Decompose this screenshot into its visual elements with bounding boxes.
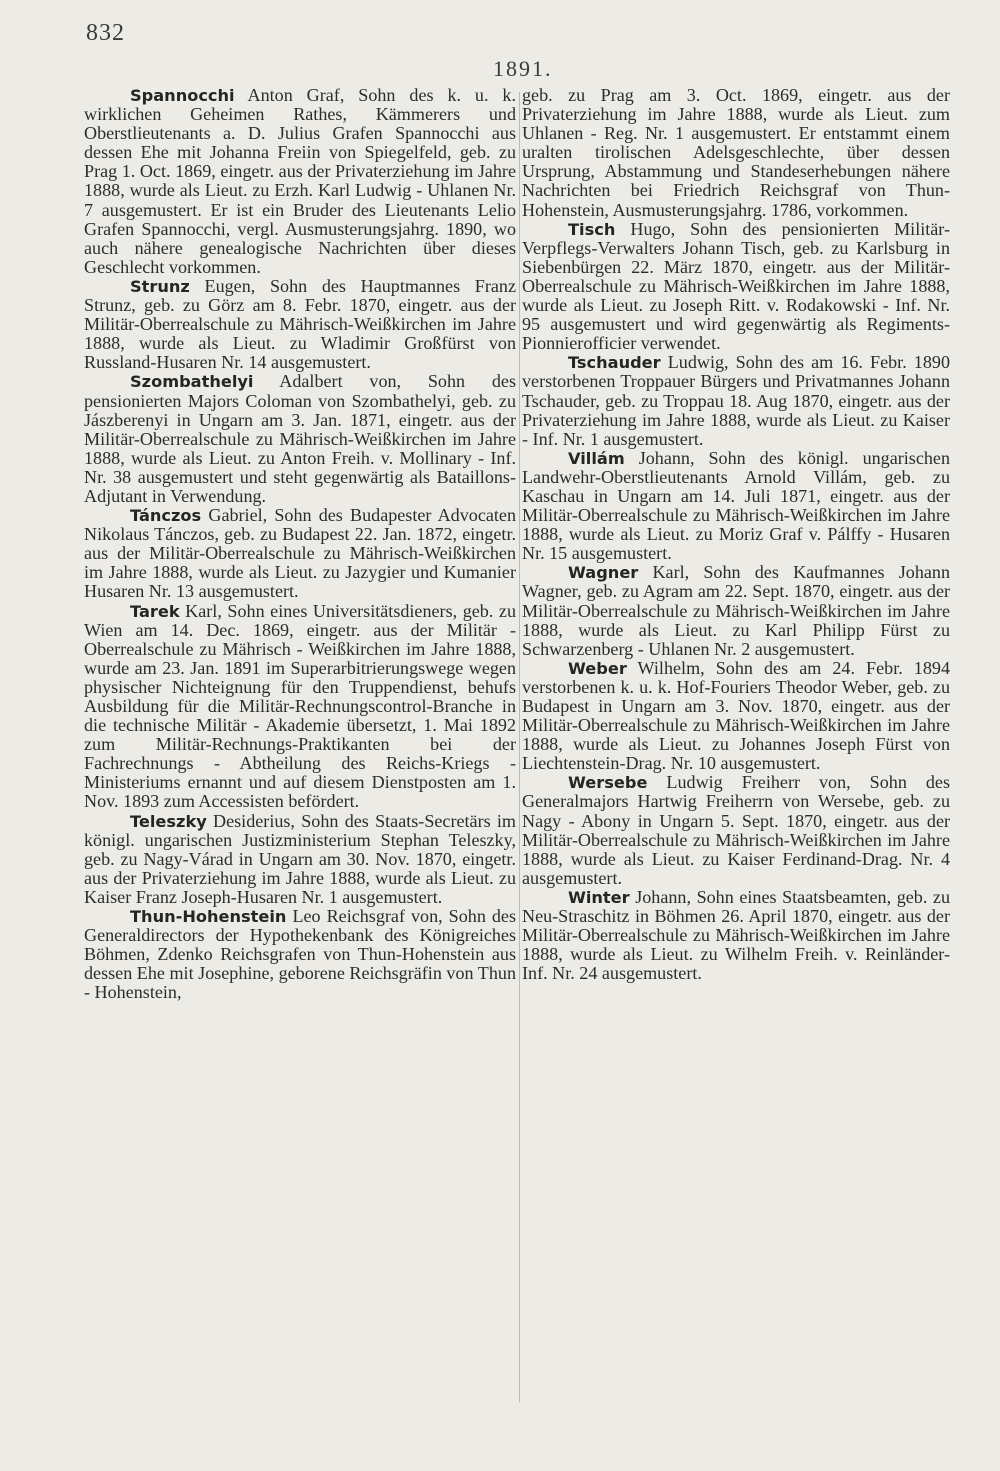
register-entry [84, 86, 516, 277]
entry-text: Leo Reichsgraf von, Sohn des Generaldirectors der Hypothekenbank des Königreiches Böhmen, Zdenko Reichsgrafen von Thun-Hohenstein aus dessen Ehe mit Josephine, geborene Reichsgräfin von Thun - Hohenstein, [84, 906, 516, 1003]
entry-name: Teleszky [130, 811, 207, 831]
entry-name: Winter [568, 887, 630, 907]
entry-name: Wersebe [568, 773, 648, 793]
entry-text: Desiderius, Sohn des Staats-Secretärs im königl. ungarischen Justizministerium Stephan Teleszky, geb. zu Nagy-Várad in Ungarn am 30. Nov. 1870, eingetr. aus der Privaterziehung im Jahre 1888, wurde als Lieut. zu Kaiser Franz Joseph-Husaren Nr. 1 ausgemustert. [84, 810, 516, 907]
column-divider [519, 92, 520, 1402]
register-entry [522, 449, 950, 564]
register-entry [84, 602, 516, 812]
page-year-heading: 1891. [493, 56, 553, 81]
entry-text: Wilhelm, Sohn des am 24. Febr. 1894 verstorbenen k. u. k. Hof-Fouriers Theodor Weber, geb. zu Budapest in Ungarn am 3. Nov. 1870, eingetr. aus der Militär-Oberrealschule zu Mährisch-Weißkirchen im Jahre 1888, wurde als Lieut. zu Johannes Joseph Fürst von Liechtenstein-Drag. Nr. 10 ausgemustert. [522, 657, 950, 774]
entry-name: Tánczos [130, 506, 202, 526]
left-column [84, 86, 516, 1003]
register-entry [84, 812, 516, 907]
register-entry [84, 907, 516, 1002]
register-entry [522, 86, 950, 220]
register-entry [522, 353, 950, 448]
register-entry [84, 277, 516, 372]
entry-text: Gabriel, Sohn des Budapester Advocaten Nikolaus Tánczos, geb. zu Budapest 22. Jan. 1872, eingetr. aus der Militär-Oberrealschule zu Mährisch-Weißkirchen im Jahre 1888, wurde als Lieut. zu Jazygier und Kumanier Husaren Nr. 13 ausgemustert. [84, 505, 516, 602]
entry-text: Johann, Sohn des königl. ungarischen Landwehr-Oberstlieutenants Arnold Villám, geb. zu Kaschau in Ungarn am 14. Juli 1871, eingetr. aus der Militär-Oberrealschule zu Mährisch-Weißkirchen im Jahre 1888, wurde als Lieut. zu Moriz Graf v. Pálffy - Husaren Nr. 15 ausgemustert. [522, 447, 950, 564]
entry-name: Tisch [568, 219, 616, 239]
entry-text: geb. zu Prag am 3. Oct. 1869, eingetr. aus der Privaterziehung im Jahre 1888, wurde als Lieut. zum Uhlanen - Reg. Nr. 1 ausgemustert. Er entstammt einem uralten tirolischen Adelsgeschlechte, über dessen Ursprung, Abstammung und Standeserhebungen nähere Nachrichten bei Friedrich Reichsgraf von Thun-Hohenstein, Ausmusterungsjahrg. 1786, vorkommen. [522, 85, 950, 220]
entry-name: Wagner [568, 563, 639, 583]
entry-text: Ludwig, Sohn des am 16. Febr. 1890 verstorbenen Troppauer Bürgers und Privatmannes Johann Tschauder, geb. zu Troppau 18. Aug 1870, eingetr. aus der Privaterziehung im Jahre 1888, wurde als Lieut. zu Kaiser - Inf. Nr. 1 ausgemustert. [522, 352, 950, 449]
register-entry [84, 372, 516, 506]
register-entry [522, 563, 950, 658]
entry-name: Szombathelyi [130, 372, 254, 392]
entry-text: Karl, Sohn des Kaufmannes Johann Wagner, geb. zu Agram am 22. Sept. 1870, eingetr. aus der Militär-Oberrealschule zu Mährisch-Weißkirchen im Jahre 1888, wurde als Lieut. zu Karl Philipp Fürst zu Schwarzenberg - Uhlanen Nr. 2 ausgemustert. [522, 562, 950, 659]
register-entry [522, 773, 950, 888]
entry-name: Strunz [130, 276, 190, 296]
register-entry [522, 659, 950, 774]
entry-text: Anton Graf, Sohn des k. u. k. wirklichen Geheimen Rathes, Kämmerers und Oberstlieutenants a. D. Julius Grafen Spannocchi aus dessen Ehe mit Johanna Freiin von Spiegelfeld, geb. zu Prag 1. Oct. 1869, eingetr. aus der Privaterziehung im Jahre 1888, wurde als Lieut. zu Erzh. Karl Ludwig - Uhlanen Nr. 7 ausgemustert. Er ist ein Bruder des Lieutenants Lelio Grafen Spannocchi, vergl. Ausmusterungsjahrg. 1890, wo auch nähere genealogische Nachrichten über dieses Geschlecht vorkommen. [84, 85, 516, 277]
register-entry [522, 220, 950, 354]
entry-text: Karl, Sohn eines Universitätsdieners, geb. zu Wien am 14. Dec. 1869, eingetr. aus der Militär - Oberrealschule zu Mährisch - Weißkirchen im Jahre 1888, wurde am 23. Jan. 1891 im Superarbitrierungswege wegen physischer Nichteignung für den Truppendienst, behufs Ausbildung für die Militär-Rechnungscontrol-Branche in die technische Militär - Akademie übersetzt, 1. Mai 1892 zum Militär-Rechnungs-Praktikanten bei der Fachrechnungs - Abtheilung des Reichs-Kriegs - Ministeriums ernannt und auf diesem Dienstposten am 1. Nov. 1893 zum Accessisten befördert. [84, 600, 516, 812]
entry-text: Eugen, Sohn des Hauptmannes Franz Strunz, geb. zu Görz am 8. Febr. 1870, eingetr. aus der Militär-Oberrealschule zu Mährisch-Weißkirchen im Jahre 1888, wurde als Lieut. zu Wladimir Großfürst von Russland-Husaren Nr. 14 ausgemustert. [84, 275, 516, 373]
register-entry [84, 506, 516, 601]
page-number: 832 [86, 20, 125, 46]
entry-text: Adalbert von, Sohn des pensionierten Majors Coloman von Szombathelyi, geb. zu Jászberenyi in Ungarn am 3. Jan. 1871, eingetr. aus der Militär-Oberrealschule zu Mährisch-Weißkirchen im Jahre 1888, wurde als Lieut. zu Anton Freih. v. Mollinary - Inf. Nr. 38 ausgemustert und steht gegenwärtig als Bataillons-Adjutant in Verwendung. [84, 371, 516, 506]
entry-name: Tarek [130, 601, 180, 621]
entry-name: Spannocchi [130, 86, 235, 105]
entry-name: Villám [568, 448, 625, 468]
entry-name: Weber [568, 658, 627, 678]
entry-text: Hugo, Sohn des pensionierten Militär-Verpflegs-Verwalters Johann Tisch, geb. zu Karlsburg in Siebenbürgen 22. März 1870, eingetr. aus der Militär-Oberrealschule zu Mährisch-Weißkirchen im Jahre 1888, wurde als Lieut. zu Joseph Ritt. v. Rodakowski - Inf. Nr. 95 ausgemustert und wird gegenwärtig als Regiments-Pionnierofficier verwendet. [522, 218, 950, 354]
right-column [522, 86, 950, 983]
entry-name: Thun-Hohenstein [130, 907, 287, 927]
entry-text: Ludwig Freiherr von, Sohn des Generalmajors Hartwig Freiherrn von Wersebe, geb. zu Nagy - Abony in Ungarn 5. Sept. 1870, eingetr. aus der Militär-Oberrealschule zu Mährisch-Weißkirchen im Jahre 1888, wurde als Lieut. zu Kaiser Ferdinand-Drag. Nr. 4 ausgemustert. [522, 772, 950, 888]
entry-name: Tschauder [568, 353, 661, 373]
entry-text: Johann, Sohn eines Staatsbeamten, geb. zu Neu-Straschitz in Böhmen 26. April 1870, eingetr. aus der Militär-Oberrealschule zu Mährisch-Weißkirchen im Jahre 1888, wurde als Lieut. zu Wilhelm Freih. v. Reinländer-Inf. Nr. 24 ausgemustert. [522, 886, 950, 984]
register-entry [522, 888, 950, 983]
